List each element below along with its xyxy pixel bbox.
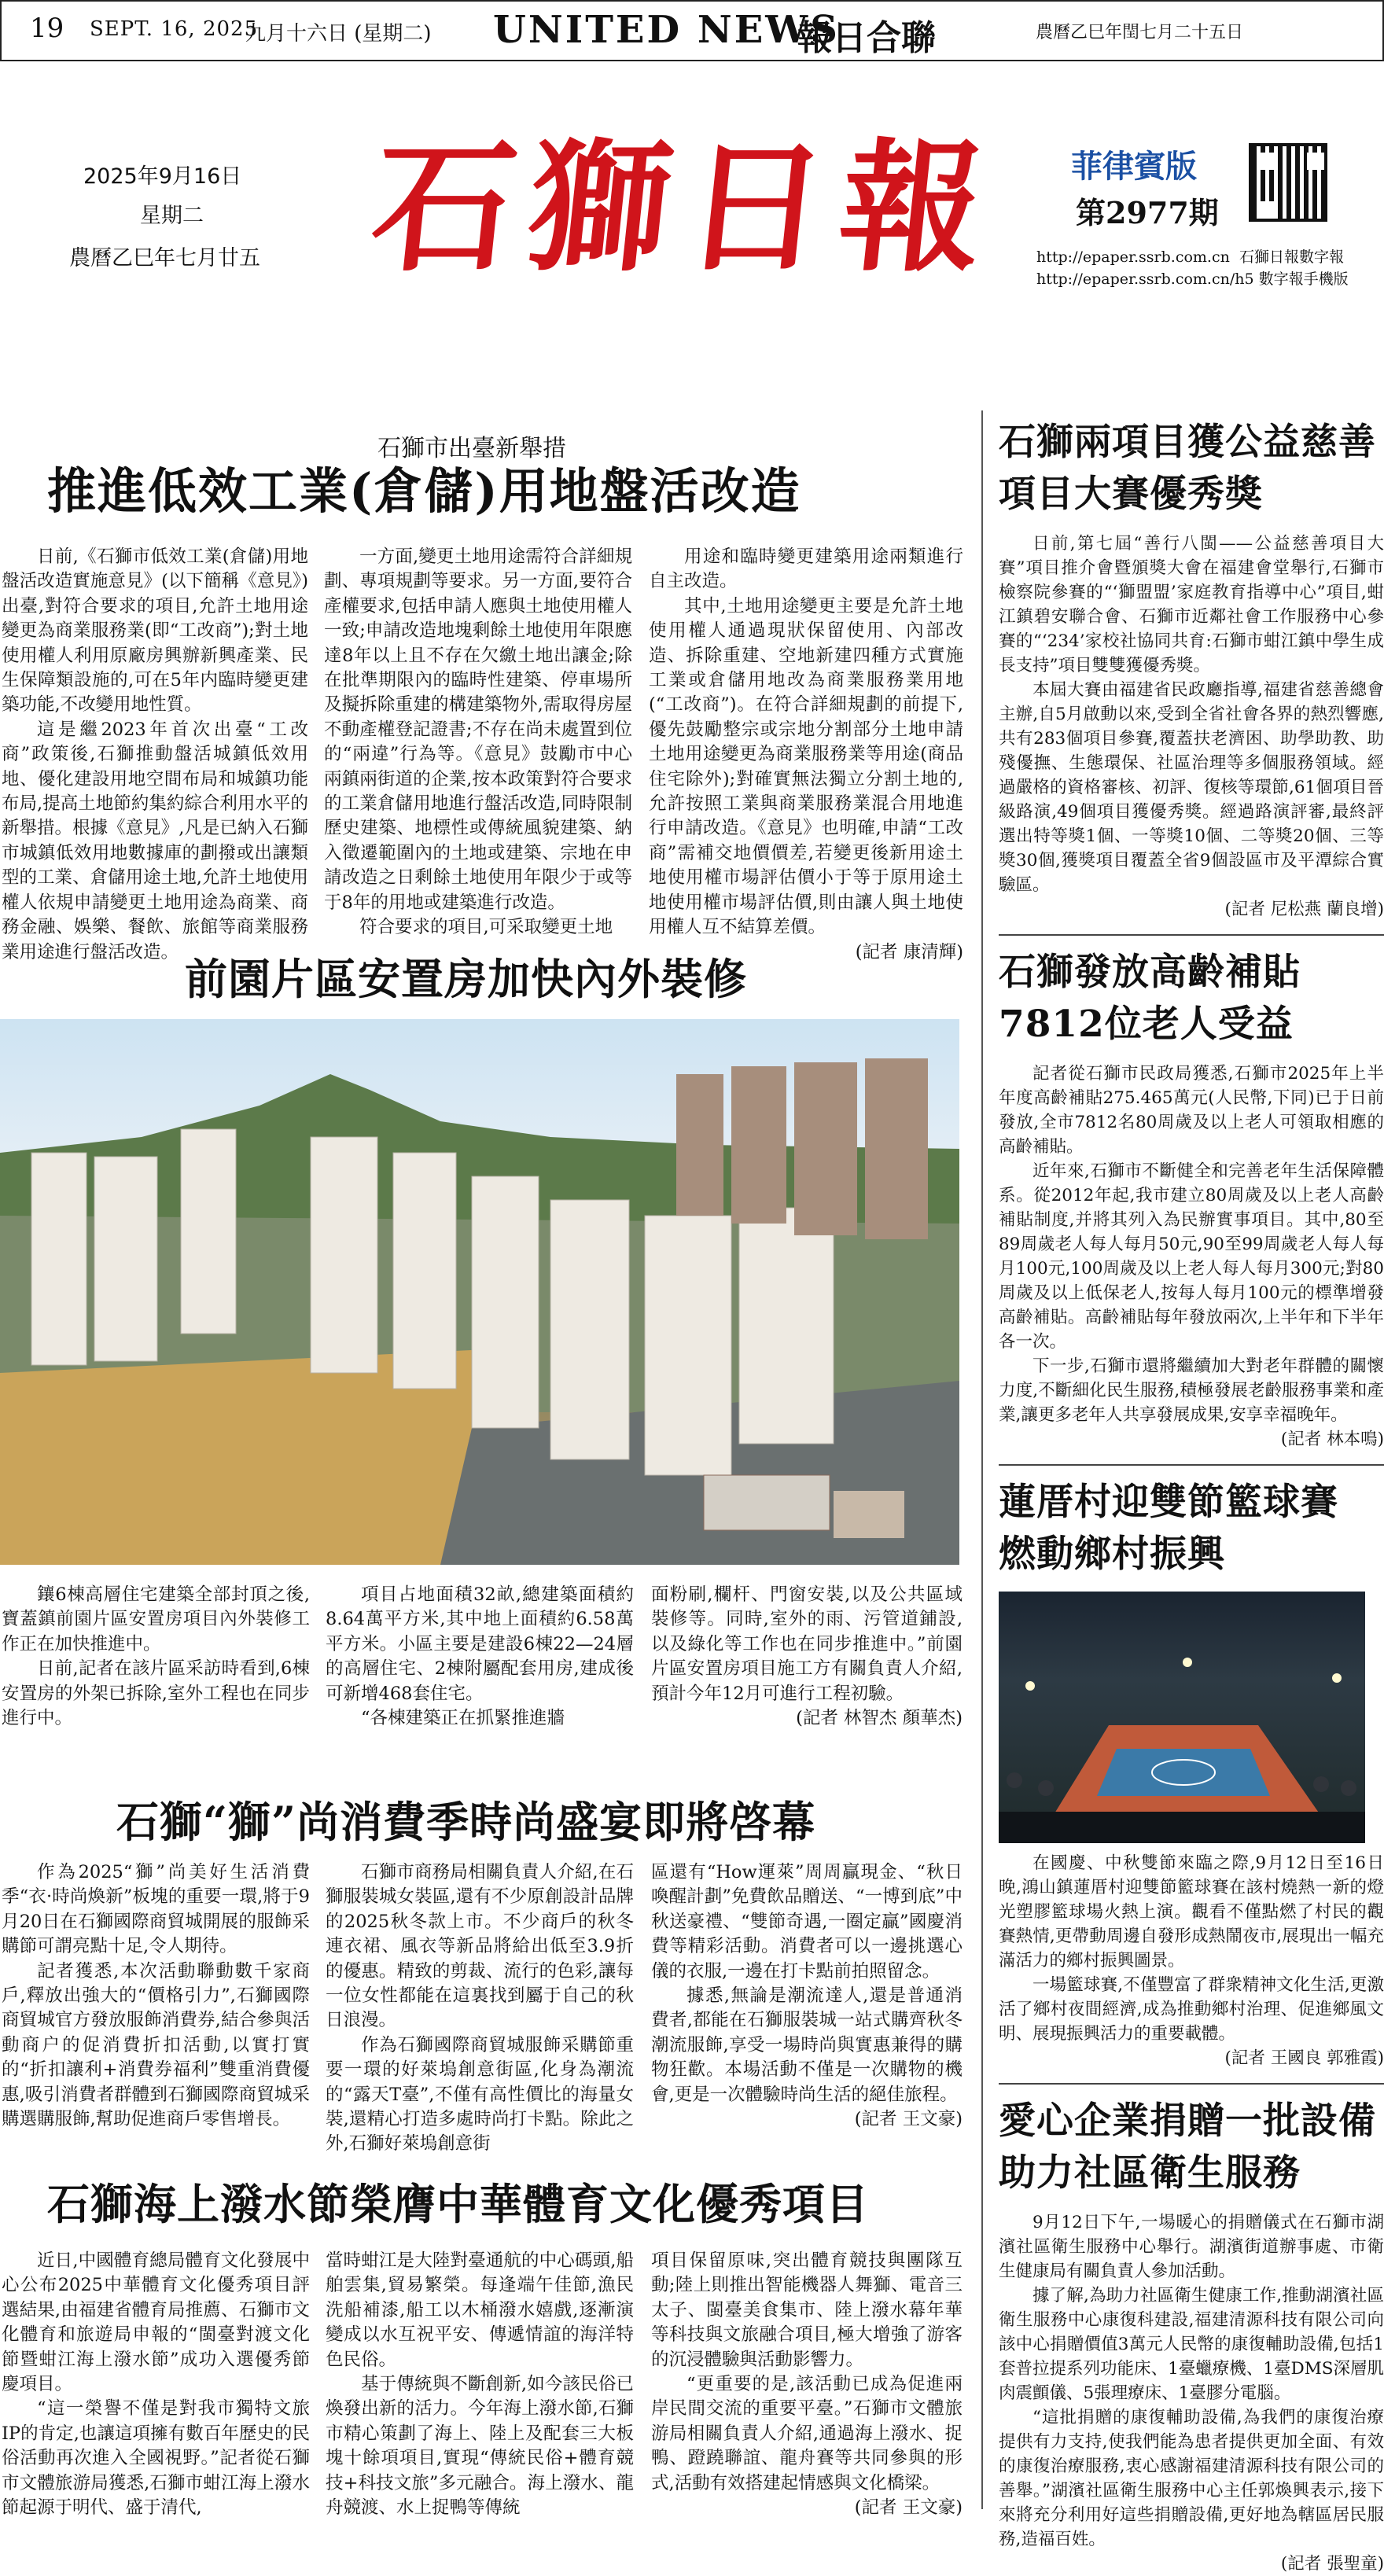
- r1-p2: 本屆大賽由福建省民政廳指導,福建省慈善總會主辦,自5月啟動以來,受到全省社會各界的熱烈響應,共有283個項目參賽,覆蓋扶老濟困、助學助教、助殘優撫、生態環保、社區治理等多個服務領域。經過嚴格的資格審核、初評、復核等環節,61個項目晉級路演,49個項目獲優秀獎。經過路演評審,最終評選出特等獎1個、一等獎10個、二等獎20個、三等獎30個,獲獎項目覆蓋全省9個設區市及平潭綜合實驗區。: [999, 680, 1384, 895]
- a1-credit: (記者 康清輝): [855, 941, 963, 962]
- a4-col1: [2, 2249, 310, 2520]
- r1-credit: (記者 尼松燕 蘭良增): [1224, 900, 1384, 919]
- a2-col2-p2: “各棟建築正在抓緊推進牆: [361, 1708, 565, 1729]
- r-divider-2: [999, 1464, 1384, 1466]
- r2-body: [999, 1062, 1384, 1452]
- a4-col2-p1: 當時蚶江是大陸對臺通航的中心碼頭,船舶雲集,貿易繁榮。每逢端午佳節,漁民洗船補漆,船工以木桶潑水嬉戲,逐漸演變成以水互祝平安、傳遞情誼的海洋特色民俗。: [326, 2250, 634, 2370]
- a3-col2-p2: 作為石獅國際商貿城服飾采購節重要一環的好萊塢創意街區,化身為潮流的“露天T臺”,不僅有高性價比的海量女裝,還精心打造多處時尚打卡點。除此之外,石獅好萊塢創意街: [326, 2034, 634, 2155]
- a1-col2: [324, 545, 632, 940]
- r1-body: [999, 532, 1384, 922]
- construction-photo: [0, 1019, 959, 1565]
- r2-credit: (記者 林本鳴): [1280, 1430, 1384, 1449]
- a2-col2: [326, 1583, 634, 1731]
- a3-col2: [326, 1860, 634, 2157]
- a2-credit: (記者 林智杰 顏華杰): [796, 1708, 963, 1729]
- a4-credit: (記者 王文豪): [854, 2497, 963, 2519]
- a4-col1-p1: 近日,中國體育總局體育文化發展中心公布2025中華體育文化優秀項目評選結果,由福建省體育局推薦、石獅市文化體育和旅遊局申報的“閩臺對渡文化節暨蚶江海上潑水節”成功入選優秀節慶項目。: [2, 2250, 310, 2395]
- r2-p1: 記者從石獅市民政局獲悉,石獅市2025年上半年度高齡補貼275.465萬元(人民幣,下同)已于日前發放,全市7812名80周歲及以上老人可領取相應的高齡補貼。: [999, 1064, 1384, 1157]
- a3-col3-p1: 區還有“How運萊”周周贏現金、“秋日喚醒計劃”免費飲品贈送、“一博到底”中秋送豪禮、“雙節奇遇,一圈定贏”國慶消費等精彩活動。消費者可以一邊挑選心儀的衣服,一邊在打卡點前拍照留念。: [651, 1862, 963, 1982]
- qr-code: [1249, 143, 1327, 222]
- a3-credit: (記者 王文豪): [854, 2109, 963, 2130]
- a2-col1-p2: 日前,記者在該片區采訪時看到,6棟安置房的外架已拆除,室外工程也在同步進行中。: [2, 1658, 310, 1729]
- a2-col3: [651, 1583, 963, 1731]
- top-bar: [0, 0, 1384, 61]
- a4-col2: [326, 2249, 634, 2520]
- r3-p1: 在國慶、中秋雙節來臨之際,9月12日至16日晚,鴻山鎮蓮厝村迎雙節籃球賽在該村燒熱一新的燈光塑膠籃球場火熱上演。觀看不僅點燃了村民的觀賽熱情,更帶動周邊自發形成熱鬧夜市,展現出一幅充滿活力的鄉村振興圖景。: [999, 1853, 1384, 1971]
- masthead-lunar: 農曆乙巳年七月廿五: [69, 246, 260, 270]
- right-column: [999, 417, 1384, 2576]
- brand-cn: 報日合聯: [797, 18, 936, 58]
- date-cn: 九月十六日 (星期二): [245, 22, 432, 46]
- masthead-weekday: 星期二: [140, 204, 204, 228]
- a3-col1: [2, 1860, 310, 2132]
- a2-col1: [2, 1583, 310, 1731]
- r2-p3: 下一步,石獅市還將繼續加大對老年群體的關懷力度,不斷細化民生服務,積極發展老齡服務事業和產業,讓更多老年人共享發展成果,安享幸福晚年。: [999, 1356, 1384, 1425]
- r1-p1: 日前,第七屆“善行八閩——公益慈善項目大賽”項目推介會暨頒獎大會在福建會堂舉行,石獅市檢察院參賽的“‘獅盟盟’家庭教育指導中心”項目,蚶江鎮碧安聯合會、石獅市近鄰社會工作服務中心參賽的“‘234’家校社協同共育:石獅市蚶江鎮中學生成長支持”項目雙雙獲優秀獎。: [999, 534, 1384, 675]
- page-number: 19: [30, 13, 64, 44]
- r3-p2: 一場籃球賽,不僅豐富了群衆精神文化生活,更激活了鄉村夜間經濟,成為推動鄉村治理、促進鄉風文明、展現振興活力的重要載體。: [999, 1975, 1384, 2044]
- r4-p1: 9月12日下午,一場暖心的捐贈儀式在石獅市湖濱社區衛生服務中心舉行。湖濱街道辦事處、市衛生健康局有關負責人參加活動。: [999, 2213, 1384, 2281]
- brand-en: UNITED NEWS: [493, 8, 840, 52]
- a4-col3-p1: 項目保留原味,突出體育競技與團隊互動;陸上則推出智能機器人舞獅、電音三太子、閩臺美食集市、陸上潑水幕年華等科技與文旅融合項目,極大增強了游客的沉浸體驗與活動影響力。: [651, 2250, 963, 2370]
- date-en: SEPT. 16, 2025: [90, 17, 259, 41]
- r3-body: [999, 1851, 1384, 2070]
- r-divider-3: [999, 2083, 1384, 2085]
- a1-title: 推進低效工業(倉儲)用地盤活改造: [47, 462, 801, 520]
- a1-col1: [2, 545, 308, 965]
- a1-col1-p2: 這是繼2023年首次出臺“工改商”政策後,石獅推動盤活城鎮低效用地、優化建設用地空間布局和城鎮功能布局,提高土地節約集約綜合利用水平的新舉措。根據《意見》,凡是已納入石獅市城鎮低效用地數據庫的劃撥或出讓類型的工業、倉儲用途土地,允許土地使用權人依規申請變更土地用途為商業、商務金融、娛樂、餐飲、旅館等商業服務業用途進行盤活改造。: [2, 719, 308, 962]
- issue-number: 第2977期: [1076, 195, 1219, 230]
- masthead-date: 2025年9月16日: [83, 164, 242, 189]
- edition-label: 菲律賓版: [1071, 149, 1197, 185]
- a3-col2-p1: 石獅市商務局相關負責人介紹,在石獅服裝城女裝區,還有不少原創設計品牌的2025秋冬款上市。不少商戶的秋冬連衣裙、風衣等新品將給出低至3.9折的優惠。精致的剪裁、流行的色彩,讓每一位女性都能在這裏找到屬于自己的秋日浪漫。: [326, 1862, 634, 2031]
- a1-col3-p1: 用途和臨時變更建築用途兩類進行自主改造。: [649, 546, 963, 592]
- a4-title: 石獅海上潑水節榮膺中華體育文化優秀項目: [47, 2179, 869, 2229]
- r4-p3: “這批捐贈的康復輔助設備,為我們的康復治療提供有力支持,使我們能為患者提供更加全面、有效的康復治療服務,衷心感謝福建清源科技有限公司的善舉。”湖濱社區衛生服務中心主任郭煥興表示,接下來將充分利用好這些捐贈設備,更好地為轄區居民服務,造福百姓。: [999, 2408, 1384, 2549]
- photo-illustration: [0, 1019, 959, 1565]
- r-divider-1: [999, 934, 1384, 936]
- a2-col1-p1: 鑲6棟高層住宅建築全部封頂之後,寶蓋鎮前園片區安置房項目內外裝修工作正在加快推進中。: [2, 1584, 310, 1654]
- a1-col2-p1: 一方面,變更土地用途需符合詳細規劃、專項規劃等要求。另一方面,要符合產權要求,包括申請人應與土地使用權人一致;申請改造地塊剩餘土地使用年限應達8年以上且不存在欠繳土地出讓金;除在批準期限內的臨時性建築、停車場所及擬拆除重建的構建築物外,需取得房屋不動產權登記證書;不存在尚未處置到位的“兩違”行為等。《意見》鼓勵市中心兩鎮兩街道的企業,按本政策對符合要求的工業倉儲用地進行盤活改造,同時限制歷史建築、地標性或傳統風貌建築、納入徵遷範圍內的土地或建築、宗地在申請改造之日剩餘土地使用年限少于或等于8年的用地或建築進行改造。: [324, 546, 632, 913]
- newspaper-logo: 石獅日報: [364, 125, 1006, 291]
- r4-body: [999, 2210, 1384, 2576]
- r1-title: 石獅兩項目獲公益慈善 項目大賽優秀獎: [999, 421, 1376, 516]
- a1-col1-p1: 日前,《石獅市低效工業(倉儲)用地盤活改造實施意見》(以下簡稱《意見》)出臺,對符合要求的項目,允許土地用途變更為商業服務業(即“工改商”);對土地使用權人利用原廠房興辦新興產業、民生保障類設施的,可在5年内臨時變更建築功能,不改變用地性質。: [2, 546, 308, 716]
- r3-title: 蓮厝村迎雙節籃球賽 燃動鄉村振興: [999, 1481, 1338, 1576]
- mobile-link[interactable]: http://epaper.ssrb.com.cn/h5 數字報手機版: [1036, 270, 1349, 288]
- a1-col3-p2: 其中,土地用途變更主要是允許土地使用權人通過現狀保留使用、內部改造、拆除重建、空地新建四種方式實施工業或倉儲用地改為商業服務業用地(“工改商”)。在符合詳細規劃的前提下,優先鼓勵整宗或宗地分割部分土地申請土地用途變更為商業服務業等用途(商品住宅除外);對確實無法獨立分割土地的,允許按照工業與商業服務業混合用地進行申請改造。《意見》也明確,申請“工改商”需補交地價價差,若變更後新用途土地使用權市場評估價小于等于原用途土地使用權市場評估價,則由讓人與土地使用權人互不結算差價。: [649, 595, 963, 938]
- r4-p2: 據了解,為助力社區衛生健康工作,推動湖濱社區衛生服務中心康復科建設,福建清源科技有限公司向該中心捐贈價值3萬元人民幣的康復輔助設備,包括1套普拉提系列功能床、1臺蠟療機、1臺DMS深層肌肉震顫儀、5張理療床、1臺膠分電腦。: [999, 2286, 1384, 2403]
- basketball-illustration: [999, 1592, 1365, 1843]
- r2-p2: 近年來,石獅市不斷健全和完善老年生活保障體系。從2012年起,我市建立80周歲及以上老人高齡補貼制度,并將其列入為民辦實事項目。其中,80至89周歲老人每人每月50元,90至99周歲老人每人每月100元,100周歲及以上老人每人每月300元;對80周歲及以上低保老人,按每人每月100元的標準增發高齡補貼。高齡補貼每年發放兩次,上半年和下半年各一次。: [999, 1161, 1384, 1352]
- r2-title: 石獅發放高齡補貼 7812位老人受益: [999, 951, 1301, 1046]
- r3-credit: (記者 王國良 郭雅霞): [1224, 2048, 1384, 2068]
- r4-title: 愛心企業捐贈一批設備 助力社區衛生服務: [999, 2099, 1376, 2195]
- masthead: [0, 61, 1384, 407]
- a3-col1-p1: 作為2025“獅”尚美好生活消費季“衣·時尚煥新”板塊的重要一環,將于9月20日在石獅國際商貿城開展的服飾采購節可謂亮點十足,令人期待。: [2, 1862, 310, 1957]
- lunar-top: 農曆乙巳年閏七月二十五日: [1036, 23, 1244, 42]
- a3-col3: [651, 1860, 963, 2132]
- basketball-photo: [999, 1592, 1365, 1843]
- a4-col3-p2: “更重要的是,該活動已成為促進兩岸民間交流的重要平臺。”石獅市文體旅游局相關負責人介紹,通過海上潑水、捉鴨、蹬蹺聯誼、龍舟賽等共同參與的形式,活動有效搭建起情感與文化橋梁。: [651, 2374, 963, 2493]
- a1-kicker: 石獅市出臺新舉措: [377, 435, 566, 462]
- r4-credit: (記者 張聖童): [1280, 2554, 1384, 2574]
- a1-col2-p2: 符合要求的項目,可采取變更土地: [359, 917, 613, 938]
- a3-col3-p2: 據悉,無論是潮流達人,還是普通消費者,都能在石獅服裝城一站式購齊秋冬潮流服飾,享受一場時尚與實惠兼得的購物狂歡。本場活動不僅是一次購物的機會,更是一次體驗時尚生活的絕佳旅程。: [651, 1985, 963, 2105]
- a4-col3: [651, 2249, 963, 2520]
- a2-col2-p1: 項目占地面積32畝,總建築面積約8.64萬平方米,其中地上面積約6.58萬平方米。小區主要是建設6棟22—24層的高層住宅、2棟附屬配套用房,建成後可新增468套住宅。: [326, 1584, 634, 1704]
- column-rule: [981, 410, 983, 2509]
- a4-col1-p2: “這一榮譽不僅是對我市獨特文旅IP的肯定,也讓這項擁有數百年歷史的民俗活動再次進入全國視野。”記者從石獅市文體旅游局獲悉,石獅市蚶江海上潑水節起源于明代、盛于清代,: [2, 2398, 310, 2519]
- a1-col3: [649, 545, 963, 965]
- a2-title: 前園片區安置房加快內外裝修: [185, 954, 747, 1004]
- a4-col2-p2: 基于傳統與不斷創新,如今該民俗已煥發出新的活力。今年海上潑水節,石獅市精心策劃了海上、陸上及配套三大板塊十餘項項目,實現“傳統民俗+體育競技+科技文旅”多元融合。海上潑水、龍舟競渡、水上捉鴨等傳統: [326, 2374, 634, 2519]
- a2-col3-p1: 面粉刷,欄杆、門窗安裝,以及公共區域裝修等。同時,室外的雨、污管道鋪設,以及綠化等工作也在同步推進中。”前園片區安置房項目施工方有關負責人介紹,預計今年12月可進行工程初驗。: [651, 1584, 963, 1704]
- a3-title: 石獅“獅”尚消費季時尚盛宴即將啓幕: [116, 1797, 816, 1847]
- a3-col1-p2: 記者獲悉,本次活動聯動數千家商戶,釋放出強大的“價格引力”,石獅國際商貿城官方發放服飾消費券,結合參與活動商户的促消費折扣活動,以實打實的“折扣讓利+消費券福利”雙重消費優惠,吸引消費者群體到石獅國際商貿城采購選購服飾,幫助促進商戶零售增長。: [2, 1960, 310, 2130]
- epaper-link[interactable]: http://epaper.ssrb.com.cn 石獅日報數字報: [1036, 248, 1344, 266]
